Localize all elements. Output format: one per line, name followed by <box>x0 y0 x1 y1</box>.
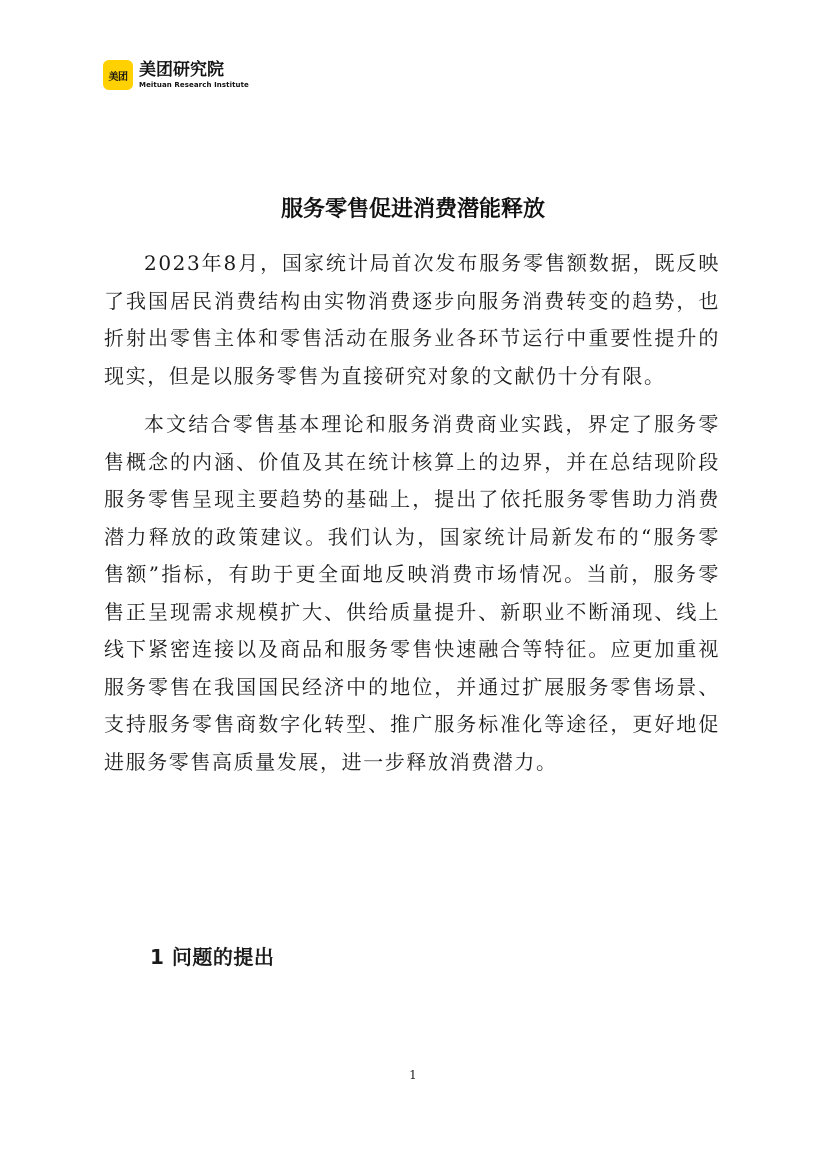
document-body <box>104 245 720 792</box>
logo-name-en: Meituan Research Institute <box>139 80 249 89</box>
logo-wordmark <box>139 59 249 89</box>
logo-badge-text: 美团 <box>108 71 128 83</box>
paragraph-summary: 本文结合零售基本理论和服务消费商业实践，界定了服务零售概念的内涵、价值及其在统计核算上的边界，并在总结现阶段服务零售呈现主要趋势的基础上，提出了依托服务零售助力消费潜力释放的政策建议。我们认为，国家统计局新发布的“服务零售额”指标，有助于更全面地反映消费市场情况。当前，服务零售正呈现需求规模扩大、供给质量提升、新职业不断涌现、线上线下紧密连接以及商品和服务零售快速融合等特征。应更加重视服务零售在我国国民经济中的地位，并通过扩展服务零售场景、支持服务零售商数字化转型、推广服务标准化等途径，更好地促进服务零售高质量发展，进一步释放消费潜力。 <box>104 412 720 774</box>
page-number: 1 <box>409 1068 417 1082</box>
paragraph-intro: 2023年8月，国家统计局首次发布服务零售额数据，既反映了我国居民消费结构由实物消费逐步向服务消费转变的趋势，也折射出零售主体和零售活动在服务业各环节运行中重要性提升的现实，但是以服务零售为直接研究对象的文献仍十分有限。 <box>104 251 720 388</box>
meituan-logo-icon <box>103 60 133 90</box>
header-logo <box>103 58 249 92</box>
section-heading: 1 问题的提出 <box>150 945 275 969</box>
logo-name-cn: 美团研究院 <box>139 59 224 80</box>
document-title: 服务零售促进消费潜能释放 <box>280 197 545 222</box>
